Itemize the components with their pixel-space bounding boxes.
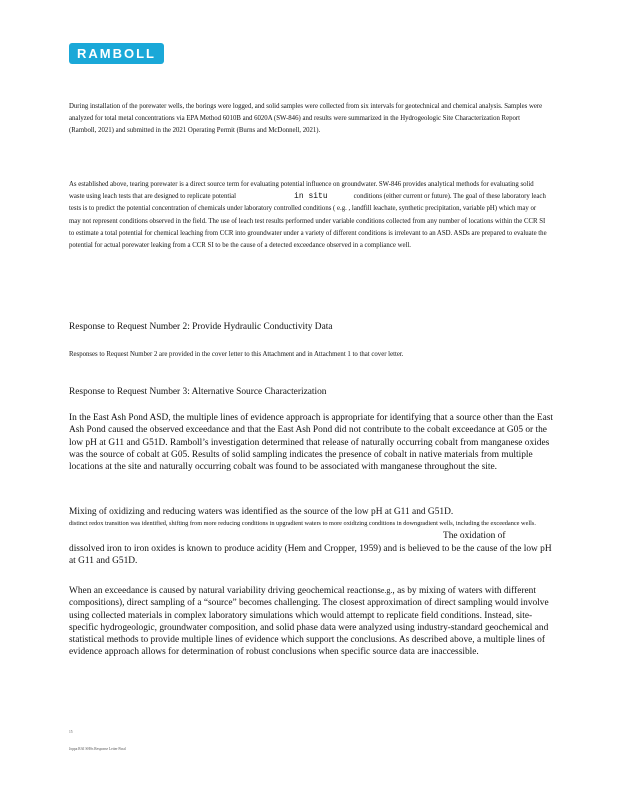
- paragraph-mixing-lead: Mixing of oxidizing and reducing waters was identified as the source of the low pH at G11 and G51D.: [69, 507, 454, 517]
- heading-request-2: Response to Request Number 2: Provide Hydraulic Conductivity Data: [69, 322, 333, 332]
- page-number: 15: [69, 730, 73, 734]
- paragraph-natural-variability: When an exceedance is caused by natural variability driving geochemical reactionse.g., as by mixing of waters with different compositions), direct sampling of a “source” becomes challenging. The closest approximation of direct sampling would involve using collected materials in complex laboratory simulations which would attempt to replicate field conditions. Instead, site-specific hydrogeologic, groundwater composition, and solid phase data were analyzed using industry-standard geochemical and statistical methods to provide multiple lines of evidence which support the conclusions. As described above, a multiple lines of evidence approach allows for determination of robust conclusions when specific source data are inaccessible.: [69, 586, 549, 658]
- in-situ-term: in situ: [294, 192, 328, 202]
- paragraph-oxidation-lead: The oxidation of: [443, 531, 506, 541]
- eg-abbrev: e.g.: [380, 586, 393, 595]
- paragraph-leach-tests: As established above, tearing porewater is a direct source term for evaluating potential influence on groundwater. SW-846 provides analytical methods for evaluating solid waste using leach tests that are designed to replicate potential in situ conditions (either current or future). The goal of these laboratory leach tests is to predict the potential concentration of chemicals under laboratory controlled conditions ( e.g. , landfill leachate, synthetic precipitation, variable pH) which may or may not represent conditions observed in the field. The use of leach test results performed under variable conditions collected from any number of locations within the CCR SI to estimate a total potential for chemical leaching from CCR into groundwater under a variety of different conditions is irrelevant to an ASD. ASDs are prepared to evaluate the potential for actual porewater leaking from a CCR SI to be the cause of a detected exceedance observed in a compliance well.: [69, 181, 547, 250]
- paragraph-redox-transition: distinct redox transition was identified, shifting from more reducing conditions in upgradient waters to more oxidizing conditions in downgradient wells, including the exceedance wells.: [69, 520, 536, 527]
- footer-filename: Joppa RAI SHSs Response Letter Final: [69, 747, 126, 751]
- paragraph-oxidation-tail: dissolved iron to iron oxides is known to produce acidity (Hem and Cropper, 1959) and is believed to be the cause of the low pH at G11 and G51D.: [69, 544, 552, 567]
- heading-request-3: Response to Request Number 3: Alternative Source Characterization: [69, 387, 327, 397]
- ramboll-logo: RAMBOLL: [69, 43, 164, 64]
- paragraph-request-2-response: Responses to Request Number 2 are provided in the cover letter to this Attachment and in Attachment 1 to that cover letter.: [69, 351, 404, 358]
- paragraph-cobalt-source: In the East Ash Pond ASD, the multiple lines of evidence approach is appropriate for identifying that a source other than the East Ash Pond caused the observed exceedance and that the East Ash Pond did not contribute to the cobalt exceedance at G05 or the low pH at G11 and G51D. Ramboll’s investigation determined that release of naturally occurring cobalt from manganese oxides was the source of cobalt at G05. Results of solid sampling indicates the presence of cobalt in native materials from multiple locations at the site and naturally occurring cobalt was found to be associated with manganese throughout the site.: [69, 413, 553, 473]
- paragraph-porewater-borings: During installation of the porewater wells, the borings were logged, and solid samples were collected from six intervals for geotechnical and chemical analysis. Samples were analyzed for total metal concentrations via EPA Method 6010B and 6020A (SW-846) and results were summarized in the Hydrogeologic Site Characterization Report (Ramboll, 2021) and submitted in the 2021 Operating Permit (Burns and McDonnell, 2021).: [69, 103, 543, 135]
